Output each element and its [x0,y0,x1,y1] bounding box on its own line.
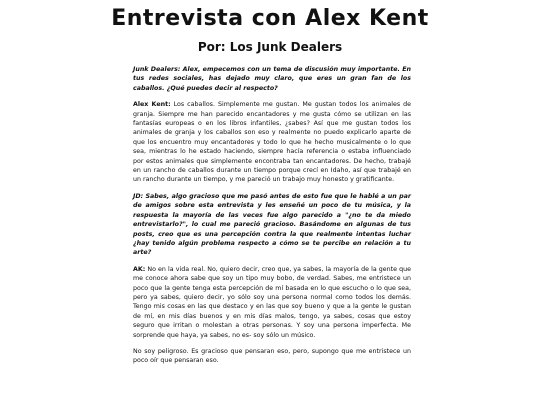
speaker-label: Junk Dealers: [133,66,181,73]
answer-text: Los caballos. Simplemente me gustan. Me gustan todos los animales de granja. Siempre me han parecido encantadores y me gusta cómo se utilizan en las fantasías europeas o en los libros infantiles, ¿sabes? Así que me gustan todos los animales de granja y los caballos son eso y realmente no puedo explicarlo aparte de que los encuentro muy encantadores y todo lo que he hecho musicalmente o lo que sea, mientras lo he estado haciendo, siempre hacía referencia o estaba influenciado por estos animales que simplemente encontraba tan encantadores. De hecho, trabajé en un rancho de caballos durante un tiempo porque crecí en Idaho, así que trabajé en un rancho durante un tiempo, y me pareció un trabajo muy honesto y gratificante. [133,101,411,184]
interview-answer [133,100,411,185]
interview-question [133,192,411,258]
document-subtitle: Por: Los Junk Dealers [197,40,343,54]
interview-answer [133,347,411,366]
question-text: Sabes, algo gracioso que me pasó antes de esto fue que le hablé a un par de amigos sobre esta entrevista y les enseñé un poco de tu música, y la respuesta la mayoría de las veces fue algo parecido a "¿no te da miedo entrevistarlo?", lo cual me pareció gracioso. Basándome en algunas de tus posts, creo que es una percepción contra la que realmente intentas luchar ¿hay tenido algún problema respecto a cómo se te percibe en relación a tu arte? [133,192,411,257]
speaker-label: Alex Kent: [133,101,171,109]
interview-question [133,65,411,93]
speaker-label: JD: [133,192,144,200]
interview-body [133,65,411,373]
question-text: Alex, empecemos con un tema de discusión muy importante. En tus redes sociales, has dejado muy claro, que eres un gran fan de los caballos. ¿Qué puedes decir al respecto? [133,66,411,92]
answer-text: No soy peligroso. Es gracioso que pensaran eso, pero, supongo que me entristece un poco oír que pensaran eso. [133,347,411,365]
document-title: Entrevista con Alex Kent [111,6,429,31]
speaker-label: AK: [133,265,146,273]
answer-text: No en la vida real. No, quiero decir, creo que, ya sabes, la mayoría de la gente que me conoce ahora sabe que soy un tipo muy bobo, de verdad. Sabes, me entristece un poco que la gente tenga esta percepción de mí basada en lo que escucho o lo que sea, pero ya sabes, quiero decir, yo sólo soy una persona normal como todos los demás. Tengo mis cosas en las que destaco y en las que soy bueno y que a la gente le gustan de mí, en mis días buenos y en mis días malos, tengo, ya sabes, cosas que estoy seguro que irritan o molestan a otras personas. Y soy una persona imperfecta. Me sorprende que haya, ya sabes, no es- soy sólo un músico. [133,265,411,339]
interview-answer [133,265,411,340]
